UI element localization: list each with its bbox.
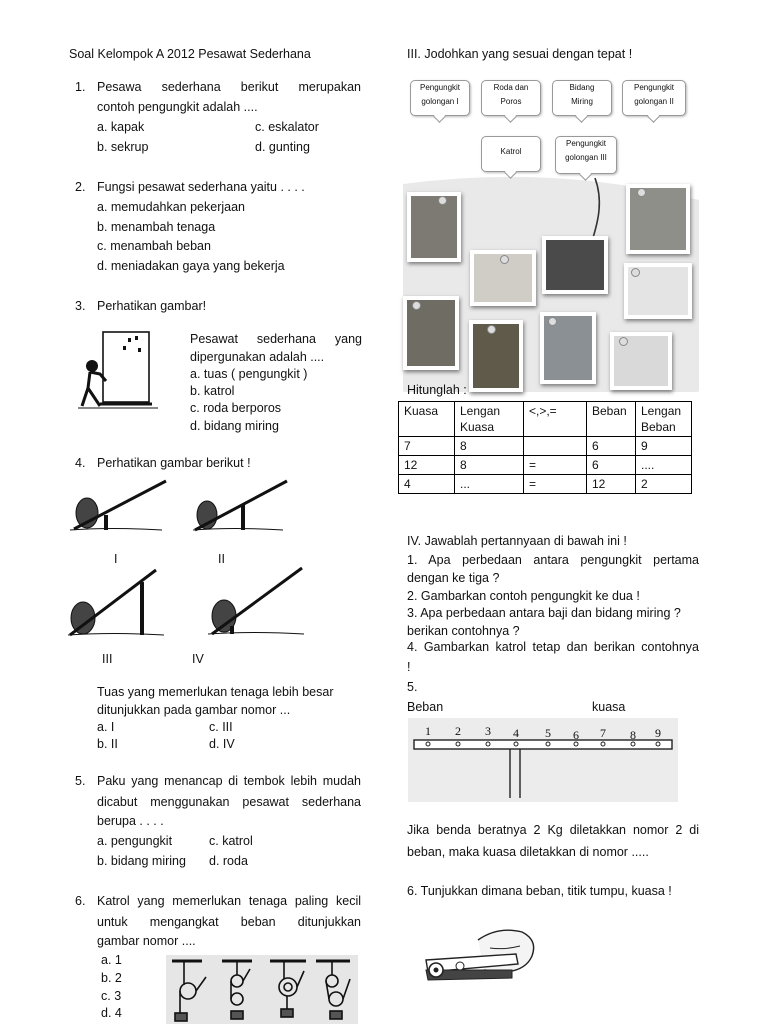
q1-text-line2: contoh pengungkit adalah .... (97, 100, 258, 114)
table-row (399, 456, 692, 475)
lever-number: 1 (425, 724, 431, 738)
q4-text: Perhatikan gambar berikut ! (97, 456, 251, 470)
table-cell: = (524, 475, 587, 494)
lever-number: 6 (573, 728, 579, 742)
q6-option-a: a. 1 (101, 953, 122, 967)
lever-label-i: I (114, 552, 118, 566)
match-tag-line2: golongan I (421, 97, 459, 106)
hitung-table (398, 401, 692, 494)
q6-option-b: b. 2 (101, 971, 122, 985)
q6-text-line2: untuk mengangkat beban ditunjukkan (97, 915, 361, 929)
q5-number: 5. (75, 774, 86, 788)
q6-number: 6. (75, 894, 86, 908)
lever-number: 8 (630, 728, 636, 742)
pin-icon (500, 255, 509, 264)
q5-option-a: a. pengungkit (97, 834, 173, 848)
q6-option-c: c. 3 (101, 989, 122, 1003)
lever-figure-iv (208, 566, 308, 638)
match-tag-line2: Poros (500, 97, 522, 106)
q3-text: Perhatikan gambar! (97, 299, 207, 313)
table-row (399, 475, 692, 494)
s4-q6: 6. Tunjukkan dimana beban, titik tumpu, kuasa ! (407, 884, 672, 898)
q5-option-b: b. bidang miring (97, 854, 186, 868)
s4-q5-text-line1: Jika benda beratnya 2 Kg diletakkan nomor 2 di (407, 823, 699, 837)
s4-q1-line2: dengan ke tiga ? (407, 571, 500, 585)
match-tag-bidang-miring[interactable] (552, 80, 612, 116)
q4-option-b: b. II (97, 737, 118, 751)
q5-text-line2: dicabut menggunakan pesawat sederhana (97, 795, 361, 809)
q5-text-line3: berupa . . . . (97, 814, 164, 828)
table-cell[interactable]: ... (455, 475, 524, 494)
pin-icon (412, 301, 421, 310)
table-header-row (399, 402, 692, 437)
q6-text-line3: gambar nomor .... (97, 934, 196, 948)
q6-text-line1: Katrol yang memerlukan tenaga paling kecil (97, 894, 361, 908)
s4-q5-text-line2: beban, maka kuasa diletakkan di nomor ..... (407, 845, 649, 859)
s4-q4-line1: 4. Gambarkan katrol tetap dan berikan contohnya (407, 640, 699, 654)
lever-label-ii: II (218, 552, 225, 566)
header-cell: <,>,= (524, 402, 587, 437)
lever-label-iv: IV (192, 652, 204, 666)
match-tag-line2: golongan III (565, 153, 607, 162)
table-cell: 8 (455, 437, 524, 456)
lever-figure-ii (193, 475, 293, 535)
q3-option-a: a. tuas ( pengungkit ) (190, 367, 308, 381)
page-title: Soal Kelompok A 2012 Pesawat Sederhana (69, 47, 311, 61)
lever-number: 4 (513, 726, 519, 740)
q2-option-d: d. meniadakan gaya yang bekerja (97, 259, 285, 273)
q2-option-a: a. memudahkan pekerjaan (97, 200, 246, 214)
match-tag-pengungkit-golongan-i[interactable] (410, 80, 470, 116)
hitung-label: Hitunglah : (407, 383, 467, 397)
match-tag-line1: Katrol (500, 147, 522, 156)
lever-beban-label: Beban (407, 700, 444, 714)
match-tag-katrol[interactable] (481, 136, 541, 172)
numbered-lever-figure (408, 718, 678, 802)
q2-option-c: c. menambah beban (97, 239, 211, 253)
q4-option-d: d. IV (209, 737, 235, 751)
lever-number: 3 (485, 724, 491, 738)
q2-option-b: b. menambah tenaga (97, 220, 216, 234)
s4-q3-line2: berikan contohnya ? (407, 624, 520, 638)
table-cell: 12 (587, 475, 636, 494)
q3-text-line2: dipergunakan adalah .... (190, 350, 325, 364)
q1-option-c: c. eskalator (255, 120, 319, 134)
pin-icon (631, 268, 640, 277)
q4-question-line2: ditunjukkan pada gambar nomor ... (97, 703, 291, 717)
q3-option-c: c. roda berporos (190, 401, 282, 415)
s4-q3-line1: 3. Apa perbedaan antara baji dan bidang miring ? (407, 606, 681, 620)
match-tag-line1: Pengungkit (633, 83, 675, 92)
table-cell: = (524, 456, 587, 475)
numbered-lever-drawing (408, 718, 678, 802)
section-iv-heading: IV. Jawablah pertannyaan di bawah ini ! (407, 534, 627, 548)
table-cell: 4 (399, 475, 455, 494)
pulley-figures (166, 955, 358, 1024)
lever-figure-i (70, 475, 170, 535)
match-tag-line1: Bidang (569, 83, 595, 92)
table-cell: 9 (636, 437, 692, 456)
s4-q4-line2: ! (407, 660, 411, 674)
s4-q2: 2. Gambarkan contoh pengungkit ke dua ! (407, 589, 640, 603)
photo-tongs[interactable] (542, 236, 608, 294)
q1-option-a: a. kapak (97, 120, 145, 134)
q1-number: 1. (75, 80, 86, 94)
s4-q5-number: 5. (407, 680, 418, 694)
table-row (399, 437, 692, 456)
lever-kuasa-label: kuasa (592, 700, 626, 714)
header-cell: Lengan Beban (636, 402, 692, 437)
match-tag-pengungkit-golongan-ii[interactable] (622, 80, 686, 116)
section-iii-heading: III. Jodohkan yang sesuai dengan tepat ! (407, 47, 633, 61)
q5-text-line1: Paku yang menancap di tembok lebih mudah (97, 774, 361, 788)
hand-lever-tool-illustration (420, 926, 538, 988)
table-cell[interactable]: .... (636, 456, 692, 475)
photo-ladder[interactable] (407, 192, 461, 262)
q1-option-b: b. sekrup (97, 140, 149, 154)
photo-flagpole[interactable] (626, 184, 690, 254)
q4-question-line1: Tuas yang memerlukan tenaga lebih besar (97, 685, 334, 699)
q6-option-d: d. 4 (101, 1006, 122, 1020)
q3-number: 3. (75, 299, 86, 313)
lever-number: 5 (545, 726, 551, 740)
lever-figure-iii (68, 568, 168, 640)
match-tag-pengungkit-golongan-iii[interactable] (555, 136, 617, 174)
pin-icon (619, 337, 628, 346)
q3-option-b: b. katrol (190, 384, 235, 398)
photo-doorway[interactable] (469, 320, 523, 392)
match-tag-line1: Pengungkit (419, 83, 461, 92)
q5-option-c: c. katrol (209, 834, 253, 848)
lever-number: 2 (455, 724, 461, 738)
q1-option-d: d. gunting (255, 140, 310, 154)
q4-option-a: a. I (97, 720, 115, 734)
table-cell: 2 (636, 475, 692, 494)
lever-number: 7 (600, 726, 606, 740)
q4-number: 4. (75, 456, 86, 470)
header-cell: Kuasa (399, 402, 455, 437)
q5-option-d: d. roda (209, 854, 248, 868)
match-tag-line1: Roda dan (493, 83, 529, 92)
q4-option-c: c. III (209, 720, 233, 734)
table-cell: 8 (455, 456, 524, 475)
lever-label-iii: III (102, 652, 113, 666)
pushing-box-illustration (78, 326, 158, 414)
q2-text: Fungsi pesawat sederhana yaitu . . . . (97, 180, 305, 194)
pin-icon (548, 317, 557, 326)
q1-text-line1: Pesawa sederhana berikut merupakan (97, 80, 361, 94)
match-tag-line1: Pengungkit (565, 139, 607, 148)
q3-text-line1: Pesawat sederhana yang (190, 332, 362, 346)
table-cell: 12 (399, 456, 455, 475)
header-cell: Lengan Kuasa (455, 402, 524, 437)
q2-number: 2. (75, 180, 86, 194)
pin-icon (637, 188, 646, 197)
match-tag-line2: Miring (571, 97, 593, 106)
table-cell: 6 (587, 456, 636, 475)
pin-icon (438, 196, 447, 205)
pin-icon (487, 325, 496, 334)
match-tag-line2: golongan II (634, 97, 674, 106)
table-cell: 7 (399, 437, 455, 456)
header-cell: Beban (587, 402, 636, 437)
match-tag-roda-dan-poros[interactable] (481, 80, 541, 116)
s4-q1-line1: 1. Apa perbedaan antara pengungkit pertama (407, 553, 699, 567)
table-cell: 6 (587, 437, 636, 456)
table-cell[interactable] (524, 437, 587, 456)
lever-number: 9 (655, 726, 661, 740)
q3-option-d: d. bidang miring (190, 419, 279, 433)
